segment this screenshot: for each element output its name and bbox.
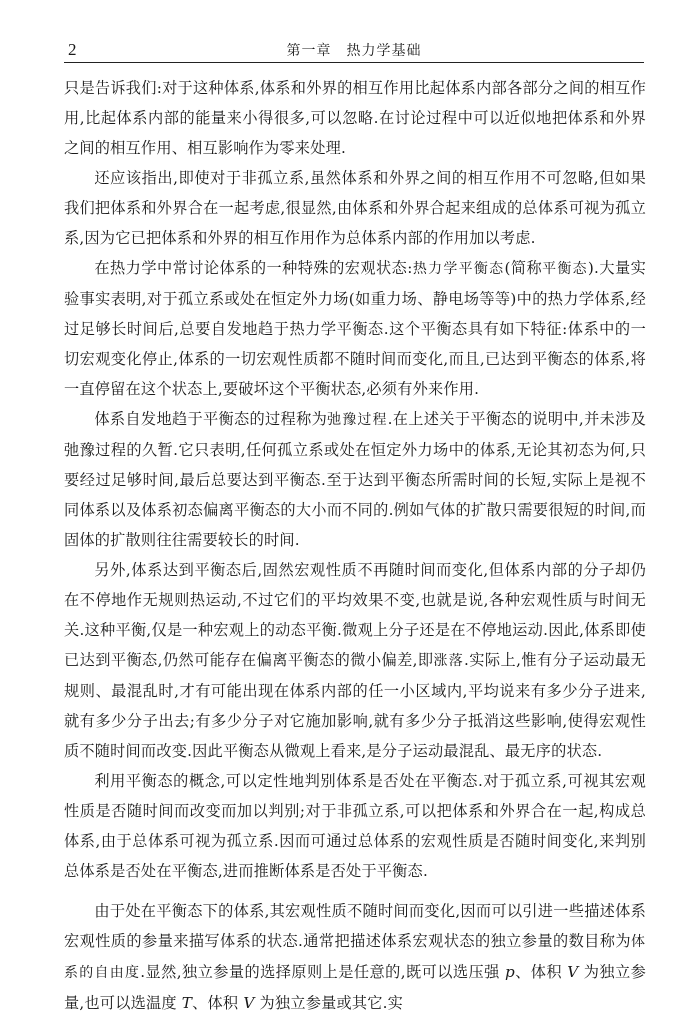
text-run: .实际上,惟有分子运动最无规则、最混乱时,才有可能出现在体系内部的任一小区域内,平均说来有多少分子进来,就有多少分子出去;有多少分子对它施加影响,就有多少分子抵消这些影响,使得宏观性质不随时间而改变.因此平衡态从微观上看来,是分子运动最混乱、最无序的状态. [64,651,646,760]
defined-term: 平衡态 [542,261,588,277]
page-number: 2 [68,40,77,59]
text-run: 、体积 [192,994,244,1012]
body-text [64,73,646,1018]
math-symbol: V [243,994,255,1012]
text-run: (简称 [504,259,543,277]
paragraph [64,253,646,404]
text-run: 、体积 [514,963,568,981]
running-title: 第一章 热力学基础 [286,43,422,59]
paragraph [64,73,646,163]
math-symbol: p [504,963,515,981]
text-run: 由于处在平衡态下的体系,其宏观性质不随时间而变化,因而可以引进一些描述体系宏观性质的参量来描写体系的状态.通常把描述体系宏观状态的独立参量的数目称为 [64,902,646,950]
text-run: .在上述关于平衡态的说明中,并未涉及弛豫过程的久暂.它只表明,任何孤立系或处在恒定外力场中的体系,无论其初态为何,只要经过足够时间,最后总要达到平衡态.至于达到平衡态所需时间的长短,实际上是视不同体系以及体系初态偏离平衡态的大小而不同的.例如气体的扩散只需要很短的时间,而固体的扩散则往往需要较长的时间. [64,410,647,549]
math-symbol: V [567,963,579,981]
text-run: 为独立参量,也可以选温度 [64,963,646,1012]
defined-term: 弛豫过程 [327,412,388,428]
text-run: 在热力学中常讨论体系的一种特殊的宏观状态: [94,259,413,277]
paragraph [64,163,646,253]
paragraph [64,404,646,555]
defined-term: 体系的自由度 [64,934,646,981]
page-header [64,36,644,63]
defined-term: 涨落 [433,653,464,669]
paragraph [64,766,646,886]
text-run: 利用平衡态的概念,可以定性地判别体系是否处在平衡态.对于孤立系,可视其宏观性质是否随时间而改变而加以判别;对于非孤立系,可以把体系和外界合在一起,构成总体系,由于总体系可视为孤立系.因而可通过总体系的宏观性质是否随时间变化,来判别总体系是否处在平衡态,进而推断体系是否处于平衡态. [64,772,646,880]
defined-term: 热力学平衡态 [412,261,505,277]
math-symbol: T [181,994,193,1012]
text-run: 为独立参量或其它.实 [254,994,404,1012]
text-run: ).大量实验事实表明,对于孤立系或处在恒定外力场(如重力场、静电场等等)中的热力学体系,经过足够长时间后,总要自发地趋于热力学平衡态.这个平衡态具有如下特征:体系中的一切宏观变化停止,体系的一切宏观性质都不随时间而变化,而且,已达到平衡态的体系,将一直停留在这个状态上,要破坏这个平衡状态,必须有外来作用. [64,259,646,398]
text-run: 体系自发地趋于平衡态的过程称为 [94,410,328,428]
paragraph [64,896,646,1018]
text-run: 另外,体系达到平衡态后,固然宏观性质不再随时间而变化,但体系内部的分子却仍在不停地作无规则热运动,不过它们的平均效果不变,也就是说,各种宏观性质与时间无关.这种平衡,仅是一种宏观上的动态平衡.微观上分子还是在不停地运动.因此,体系即使已达到平衡态,仍然可能存在偏离平衡态的微小偏差,即 [64,561,646,669]
text-run: .显然,独立参量的选择原则上是任意的,既可以选压强 [140,963,505,981]
paragraph [64,555,646,766]
text-run: 还应该指出,即使对于非孤立系,虽然体系和外界之间的相互作用不可忽略,但如果我们把体系和外界合在一起考虑,很显然,由体系和外界合起来组成的总体系可视为孤立系,因为它已把体系和外界的相互作用作为总体系内部的作用加以考虑. [64,169,646,247]
text-run: 只是告诉我们:对于这种体系,体系和外界的相互作用比起体系内部各部分之间的相互作用,比起体系内部的能量来小得很多,可以忽略.在讨论过程中可以近似地把体系和外界之间的相互作用、相互影响作为零来处理. [64,79,646,157]
